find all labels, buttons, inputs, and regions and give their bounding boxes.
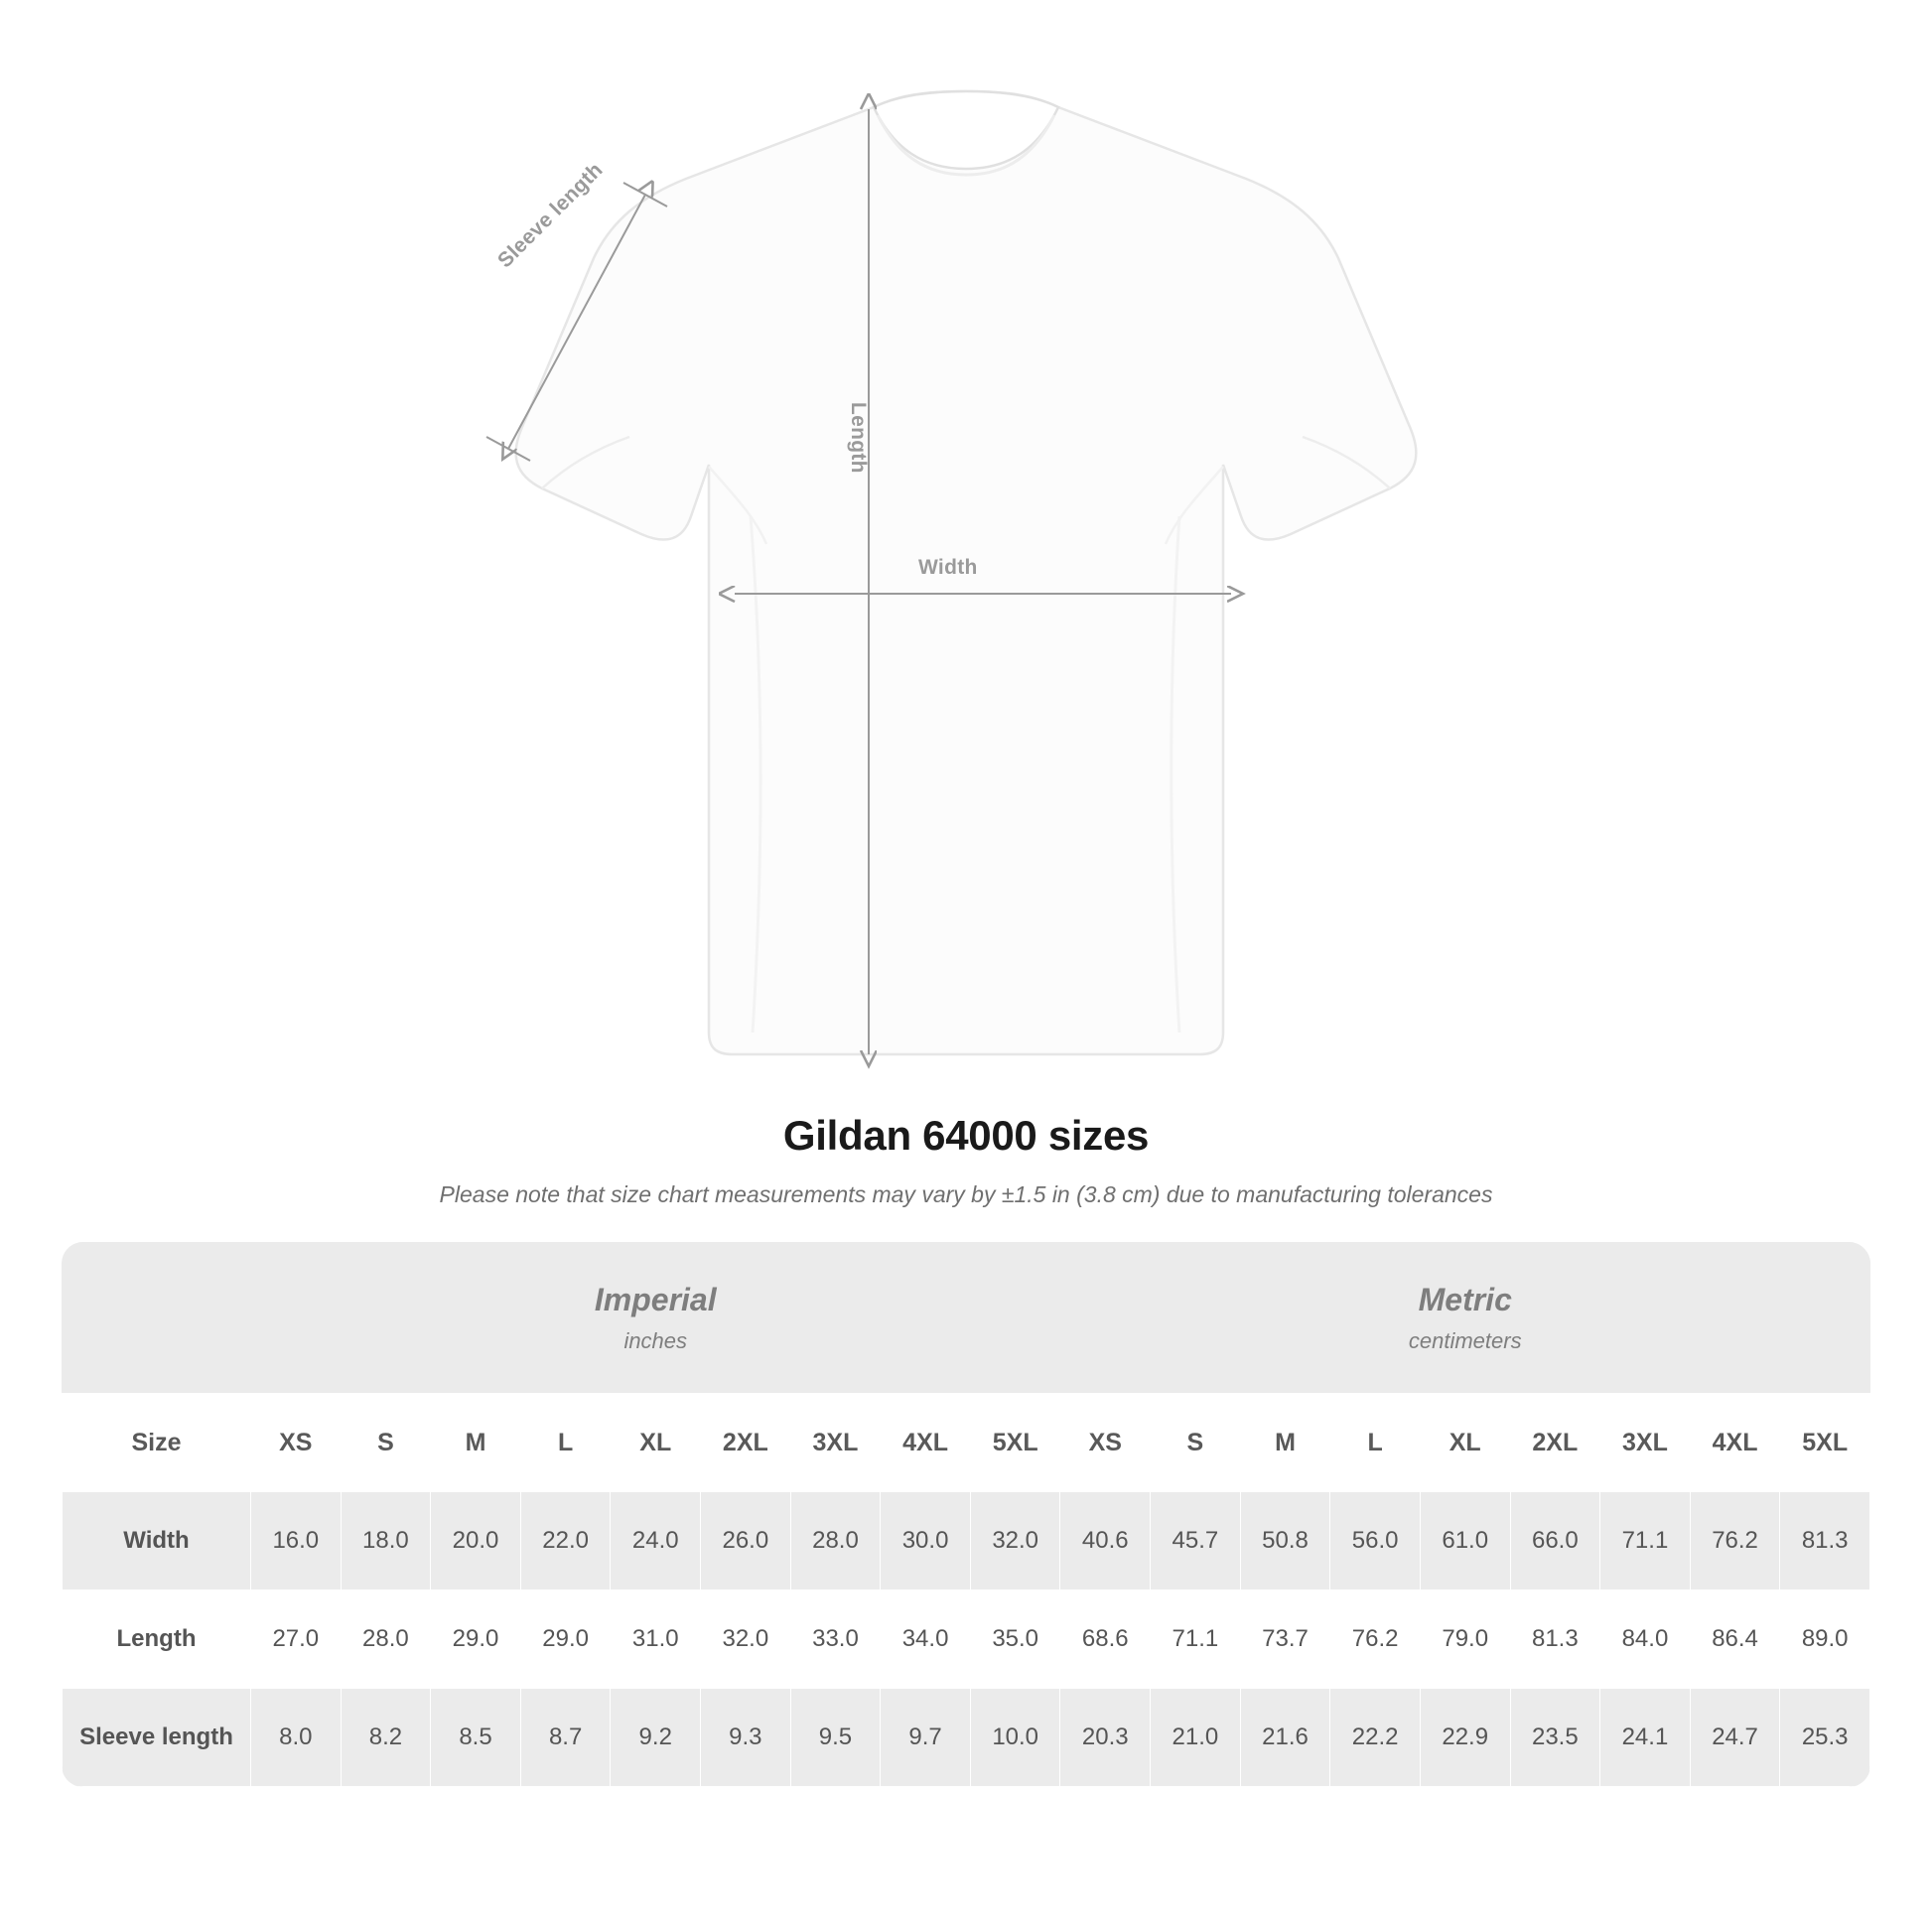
- cell-sleeve-metric-4xl: 24.7: [1690, 1689, 1780, 1787]
- cell-sleeve-metric-2xl: 23.5: [1510, 1689, 1600, 1787]
- row-label-width: Width: [63, 1492, 251, 1590]
- size-header-imperial-l: L: [520, 1394, 611, 1492]
- cell-length-metric-m: 73.7: [1240, 1590, 1330, 1689]
- size-header-metric-m: M: [1240, 1394, 1330, 1492]
- cell-sleeve-metric-m: 21.6: [1240, 1689, 1330, 1787]
- cell-length-metric-2xl: 81.3: [1510, 1590, 1600, 1689]
- unit-sub-metric: centimeters: [1408, 1327, 1522, 1353]
- cell-width-imperial-m: 20.0: [431, 1492, 521, 1590]
- sleeve-length-label: Sleeve length: [493, 158, 608, 273]
- cell-width-imperial-5xl: 32.0: [970, 1492, 1060, 1590]
- cell-length-imperial-s: 28.0: [341, 1590, 431, 1689]
- size-table-container: [62, 1242, 1870, 1787]
- cell-width-metric-s: 45.7: [1151, 1492, 1241, 1590]
- unit-sub-imperial: inches: [623, 1327, 688, 1353]
- size-header-metric-4xl: 4XL: [1690, 1394, 1780, 1492]
- cell-sleeve-imperial-xs: 8.0: [251, 1689, 342, 1787]
- cell-width-metric-m: 50.8: [1240, 1492, 1330, 1590]
- size-header-metric-xs: XS: [1060, 1394, 1151, 1492]
- cell-width-metric-5xl: 81.3: [1780, 1492, 1870, 1590]
- cell-width-imperial-2xl: 26.0: [701, 1492, 791, 1590]
- table-corner-cell: [63, 1242, 251, 1394]
- cell-width-imperial-3xl: 28.0: [790, 1492, 881, 1590]
- cell-length-metric-xs: 68.6: [1060, 1590, 1151, 1689]
- cell-length-metric-xl: 79.0: [1420, 1590, 1510, 1689]
- title-block: [0, 1112, 1932, 1208]
- cell-width-metric-l: 56.0: [1330, 1492, 1421, 1590]
- size-header-imperial-2xl: 2XL: [701, 1394, 791, 1492]
- cell-width-metric-xl: 61.0: [1420, 1492, 1510, 1590]
- page-title: Gildan 64000 sizes: [782, 1112, 1150, 1159]
- cell-width-metric-2xl: 66.0: [1510, 1492, 1600, 1590]
- cell-width-metric-3xl: 71.1: [1600, 1492, 1691, 1590]
- cell-width-imperial-s: 18.0: [341, 1492, 431, 1590]
- size-header-metric-3xl: 3XL: [1600, 1394, 1691, 1492]
- size-header-metric-2xl: 2XL: [1510, 1394, 1600, 1492]
- cell-sleeve-imperial-l: 8.7: [520, 1689, 611, 1787]
- table-row: [63, 1492, 1870, 1590]
- cell-length-imperial-l: 29.0: [520, 1590, 611, 1689]
- size-header-imperial-s: S: [341, 1394, 431, 1492]
- cell-sleeve-metric-l: 22.2: [1330, 1689, 1421, 1787]
- row-label-sleeve-length: Sleeve length: [63, 1689, 251, 1787]
- unit-header-row: [63, 1242, 1870, 1394]
- size-header-metric-5xl: 5XL: [1780, 1394, 1870, 1492]
- cell-sleeve-metric-3xl: 24.1: [1600, 1689, 1691, 1787]
- cell-width-metric-xs: 40.6: [1060, 1492, 1151, 1590]
- cell-length-metric-l: 76.2: [1330, 1590, 1421, 1689]
- cell-sleeve-imperial-5xl: 10.0: [970, 1689, 1060, 1787]
- cell-length-imperial-3xl: 33.0: [790, 1590, 881, 1689]
- cell-length-imperial-m: 29.0: [431, 1590, 521, 1689]
- cell-length-imperial-4xl: 34.0: [881, 1590, 971, 1689]
- cell-width-metric-4xl: 76.2: [1690, 1492, 1780, 1590]
- cell-width-imperial-4xl: 30.0: [881, 1492, 971, 1590]
- cell-sleeve-metric-s: 21.0: [1151, 1689, 1241, 1787]
- size-table: [62, 1242, 1870, 1787]
- cell-length-metric-s: 71.1: [1151, 1590, 1241, 1689]
- cell-sleeve-imperial-xl: 9.2: [611, 1689, 701, 1787]
- size-header-imperial-3xl: 3XL: [790, 1394, 881, 1492]
- cell-length-metric-4xl: 86.4: [1690, 1590, 1780, 1689]
- row-label-length: Length: [63, 1590, 251, 1689]
- unit-header-metric: [1060, 1242, 1870, 1394]
- size-header-label: Size: [63, 1394, 251, 1492]
- cell-sleeve-imperial-2xl: 9.3: [701, 1689, 791, 1787]
- unit-header-imperial: [251, 1242, 1060, 1394]
- length-label: Length: [847, 402, 870, 474]
- cell-length-imperial-2xl: 32.0: [701, 1590, 791, 1689]
- cell-sleeve-imperial-s: 8.2: [341, 1689, 431, 1787]
- size-header-row: [63, 1394, 1870, 1492]
- cell-width-imperial-xs: 16.0: [251, 1492, 342, 1590]
- cell-width-imperial-xl: 24.0: [611, 1492, 701, 1590]
- unit-name-imperial: Imperial: [594, 1281, 717, 1317]
- size-header-imperial-xl: XL: [611, 1394, 701, 1492]
- cell-length-imperial-5xl: 35.0: [970, 1590, 1060, 1689]
- cell-length-metric-3xl: 84.0: [1600, 1590, 1691, 1689]
- unit-name-metric: Metric: [1418, 1281, 1512, 1317]
- cell-length-metric-5xl: 89.0: [1780, 1590, 1870, 1689]
- size-header-imperial-4xl: 4XL: [881, 1394, 971, 1492]
- cell-length-imperial-xl: 31.0: [611, 1590, 701, 1689]
- tolerance-note: Please note that size chart measurements may vary by ±1.5 in (3.8 cm) due to manufacturing tolerances: [439, 1181, 1493, 1207]
- size-header-metric-s: S: [1151, 1394, 1241, 1492]
- cell-sleeve-imperial-3xl: 9.5: [790, 1689, 881, 1787]
- size-header-metric-l: L: [1330, 1394, 1421, 1492]
- table-row: [63, 1590, 1870, 1689]
- size-header-imperial-m: M: [431, 1394, 521, 1492]
- cell-sleeve-metric-5xl: 25.3: [1780, 1689, 1870, 1787]
- cell-sleeve-imperial-4xl: 9.7: [881, 1689, 971, 1787]
- table-row: [63, 1689, 1870, 1787]
- cell-width-imperial-l: 22.0: [520, 1492, 611, 1590]
- size-header-imperial-xs: XS: [251, 1394, 342, 1492]
- size-header-imperial-5xl: 5XL: [970, 1394, 1060, 1492]
- size-header-metric-xl: XL: [1420, 1394, 1510, 1492]
- cell-sleeve-imperial-m: 8.5: [431, 1689, 521, 1787]
- cell-sleeve-metric-xs: 20.3: [1060, 1689, 1151, 1787]
- cell-length-imperial-xs: 27.0: [251, 1590, 342, 1689]
- width-label: Width: [918, 556, 978, 579]
- cell-sleeve-metric-xl: 22.9: [1420, 1689, 1510, 1787]
